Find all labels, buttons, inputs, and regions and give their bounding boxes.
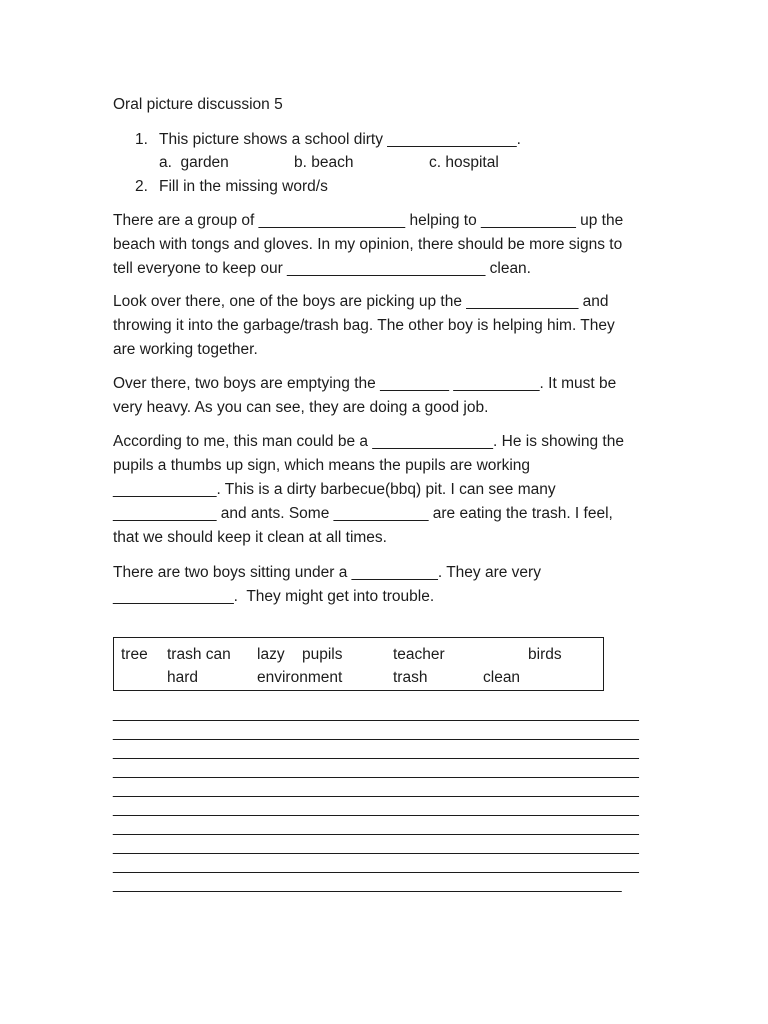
- word-bank-word: environment: [257, 669, 343, 686]
- paragraph-2-line: throwing it into the garbage/trash bag. The other boy is helping him. They: [113, 317, 615, 334]
- paragraph-3-line: Over there, two boys are emptying the ________ __________. It must be: [113, 375, 617, 392]
- paragraph-2-line: are working together.: [113, 341, 258, 358]
- answer-line: _____________________________________________________________: [113, 724, 639, 741]
- option-a: a. garden: [159, 154, 229, 171]
- paragraph-4-line: According to me, this man could be a ______________. He is showing the: [113, 433, 624, 450]
- paragraph-4-line: pupils a thumbs up sign, which means the pupils are working: [113, 457, 531, 474]
- option-c: c. hospital: [429, 154, 499, 171]
- paragraph-3-line: very heavy. As you can see, they are doing a good job.: [113, 399, 489, 416]
- answer-line: _____________________________________________________________: [113, 781, 639, 798]
- word-bank-word: clean: [483, 669, 521, 686]
- word-bank-word: pupils: [302, 646, 343, 663]
- paragraph-2-line: Look over there, one of the boys are picking up the _____________ and: [113, 293, 609, 310]
- paragraph-4-line: that we should keep it clean at all times.: [113, 529, 387, 546]
- paragraph-1-line: There are a group of _________________ helping to ___________ up the: [113, 212, 624, 229]
- answer-line: _____________________________________________________________: [113, 705, 639, 722]
- word-bank-word: birds: [528, 646, 562, 663]
- answer-line: _____________________________________________________________: [113, 800, 639, 817]
- word-bank-box: [113, 637, 604, 691]
- answer-line: _____________________________________________________________: [113, 762, 639, 779]
- word-bank-word: teacher: [393, 646, 445, 663]
- paragraph-5-line: ______________. They might get into trouble.: [113, 588, 435, 605]
- worksheet-title: Oral picture discussion 5: [113, 96, 283, 113]
- answer-line: _____________________________________________________________: [113, 838, 639, 855]
- paragraph-1-line: tell everyone to keep our _______________________ clean.: [113, 260, 531, 277]
- option-b: b. beach: [294, 154, 354, 171]
- word-bank-word: lazy: [257, 646, 285, 663]
- answer-line: ___________________________________________________________: [113, 876, 622, 893]
- question-2-text: Fill in the missing word/s: [159, 178, 328, 195]
- paragraph-4-line: ____________ and ants. Some ___________ are eating the trash. I feel,: [113, 505, 613, 522]
- paragraph-5-line: There are two boys sitting under a __________. They are very: [113, 564, 541, 581]
- question-2-number: 2.: [135, 178, 148, 195]
- word-bank-word: trash: [393, 669, 428, 686]
- paragraph-1-line: beach with tongs and gloves. In my opinion, there should be more signs to: [113, 236, 623, 253]
- answer-line: _____________________________________________________________: [113, 743, 639, 760]
- answer-line: _____________________________________________________________: [113, 819, 639, 836]
- question-1-text: This picture shows a school dirty _______________.: [159, 131, 521, 148]
- word-bank-word: trash can: [167, 646, 231, 663]
- word-bank-word: hard: [167, 669, 199, 686]
- paragraph-4-line: ____________. This is a dirty barbecue(bbq) pit. I can see many: [113, 481, 556, 498]
- answer-line: _____________________________________________________________: [113, 857, 639, 874]
- question-1-number: 1.: [135, 131, 148, 148]
- word-bank-word: tree: [121, 646, 148, 663]
